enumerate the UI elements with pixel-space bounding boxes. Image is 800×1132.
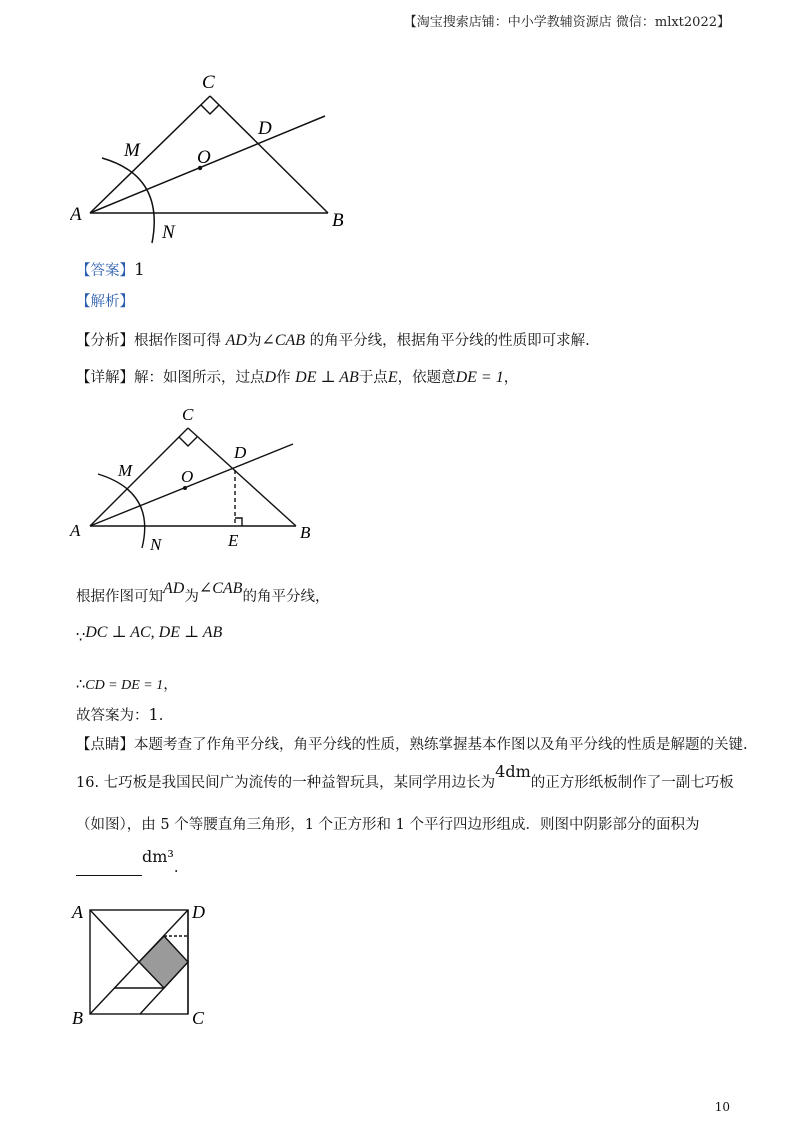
q16-tail: . <box>173 860 179 876</box>
xiangjie-text-2: 作 <box>276 370 291 386</box>
label-e: E <box>228 531 239 550</box>
answer-tag: 【答案】 <box>76 263 134 279</box>
xiangjie-text-4: ，依题意 <box>397 370 456 386</box>
q16-line-1 <box>76 761 734 791</box>
step3-tail: ， <box>163 677 178 693</box>
q16-number: 16. <box>76 775 100 791</box>
arc-mn <box>102 158 154 243</box>
xiangjie-e: E <box>387 369 398 386</box>
label-c: C <box>202 72 215 93</box>
point-o <box>183 486 187 490</box>
label-c: C <box>192 1008 205 1028</box>
step4-tail: . <box>158 708 164 724</box>
figure-3-tangram <box>70 900 220 1030</box>
fenxi-cab: ∠CAB <box>261 332 306 349</box>
xiangjie-line <box>76 366 518 387</box>
label-m: M <box>124 140 140 161</box>
figure-2-triangle <box>68 400 328 555</box>
xiangjie-de-ab: DE ⊥ AB <box>295 369 359 386</box>
step4-value: 1 <box>148 705 159 724</box>
analysis-tag: 【解析】 <box>76 294 134 310</box>
right-angle-mark-e <box>235 518 242 526</box>
page-header: 【淘宝搜索店铺：中小学教辅资源店 微信：mlxt2022】 <box>403 15 730 30</box>
label-d: D <box>234 443 247 462</box>
step-2 <box>76 622 223 646</box>
step1-text-2: 为 <box>184 589 199 605</box>
fenxi-line <box>76 329 590 350</box>
label-d: D <box>258 118 272 139</box>
label-o: O <box>197 147 211 168</box>
xiangjie-d: D <box>264 369 277 386</box>
step1-ad: AD <box>163 580 185 597</box>
label-a: A <box>70 204 82 225</box>
diag-a-center <box>90 910 139 962</box>
fenxi-text-2: 为 <box>246 333 262 349</box>
label-m: M <box>118 461 133 480</box>
shaded-square <box>139 936 188 988</box>
xiangjie-tag: 【详解】 <box>76 370 134 386</box>
page-number: 10 <box>714 1100 730 1114</box>
answer-blank[interactable] <box>76 861 142 876</box>
therefore-symbol: ∴ <box>76 677 86 693</box>
label-b: B <box>72 1008 83 1028</box>
q16-unit: dm³ <box>142 847 174 866</box>
xiangjie-text-1: 解：如图所示，过点 <box>134 370 265 386</box>
step-1 <box>76 577 330 605</box>
label-n: N <box>162 222 175 243</box>
q16-side: 4dm <box>495 762 531 781</box>
step4-text: 故答案为： <box>76 708 149 724</box>
answer-line <box>76 259 145 280</box>
parallelogram-right <box>140 988 164 1014</box>
step-4 <box>76 704 163 725</box>
dianjing-text: 本题考查了作角平分线，角平分线的性质，熟练掌握基本作图以及角平分线的性质是解题的关键. <box>134 737 748 753</box>
right-angle-mark <box>201 105 219 114</box>
step1-cab: ∠CAB <box>198 580 243 597</box>
label-c: C <box>182 405 194 424</box>
label-d: D <box>192 902 205 922</box>
label-n: N <box>150 535 162 554</box>
fenxi-text-1: 根据作图可得 <box>134 333 221 349</box>
label-b: B <box>332 210 344 231</box>
figure-1-triangle <box>70 68 360 248</box>
q16-text-1b: 的正方形纸板制作了一副七巧板 <box>530 775 734 791</box>
xiangjie-text-5: ， <box>503 370 519 386</box>
because-symbol: ∵ <box>76 630 86 646</box>
xiangjie-text-3: 于点 <box>358 370 388 386</box>
label-b: B <box>300 523 311 542</box>
fenxi-text-3: 的角平分线，根据角平分线的性质即可求解. <box>309 333 590 349</box>
right-angle-mark <box>179 437 197 446</box>
side-cb <box>210 96 328 213</box>
label-a: A <box>72 902 83 922</box>
q16-text-1a: 七巧板是我国民间广为流传的一种益智玩具，某同学用边长为 <box>103 775 496 791</box>
label-a: A <box>70 521 81 540</box>
xiangjie-de1: DE = 1 <box>455 369 504 386</box>
dianjing-tag: 【点睛】 <box>76 737 134 753</box>
q16-line-2: （如图），由 5 个等腰直角三角形，1 个正方形和 1 个平行四边形组成．则图中阴影部分的面积为 <box>76 817 700 833</box>
fenxi-ad: AD <box>225 332 247 349</box>
step1-text-1: 根据作图可知 <box>76 589 163 605</box>
step3-expr: CD = DE = 1 <box>85 678 164 693</box>
q16-line-3 <box>76 847 179 876</box>
answer-value: 1 <box>134 260 145 280</box>
step1-text-3: 的角平分线， <box>242 589 330 605</box>
fenxi-tag: 【分析】 <box>76 333 134 349</box>
dianjing-line <box>76 733 748 754</box>
step2-expr: DC ⊥ AC, DE ⊥ AB <box>85 624 223 641</box>
label-o: O <box>181 467 194 486</box>
step-3 <box>76 673 178 694</box>
